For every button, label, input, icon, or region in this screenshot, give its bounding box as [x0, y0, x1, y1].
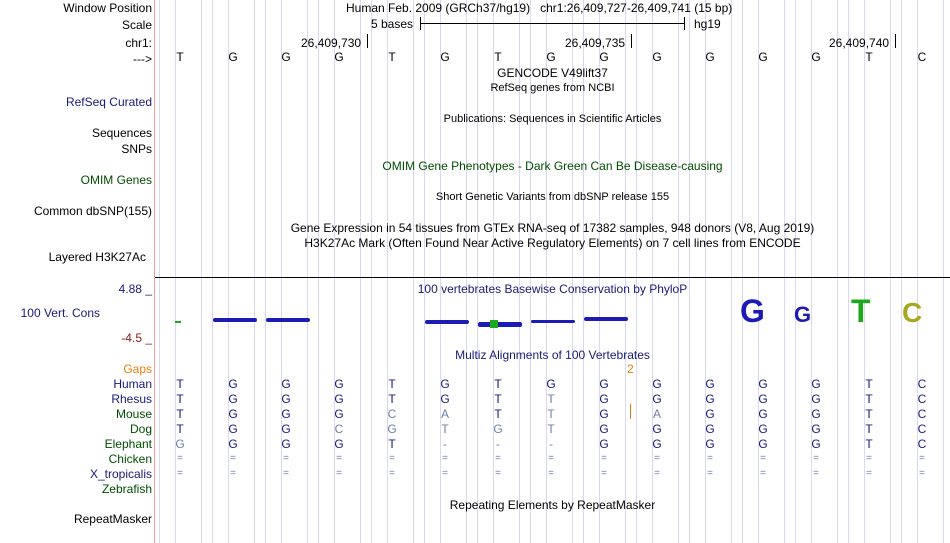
phylop-mark-1 [175, 321, 181, 323]
alignment-base: C [917, 392, 927, 406]
insertion-marker [630, 404, 631, 419]
conservation-track-title: 100 vertebrates Basewise Conservation by PhyloP [417, 282, 688, 296]
alignment-base: T [865, 392, 873, 406]
cons-logo-letter-2: G [794, 302, 812, 327]
reference-base: T [865, 50, 873, 64]
alignment-base: = [177, 468, 183, 479]
alignment-base: G [599, 422, 609, 436]
alignment-base: = [283, 468, 289, 479]
alignment-base: T [176, 392, 184, 406]
common-dbsnp-label[interactable]: Common dbSNP(155) [33, 204, 152, 218]
alignment-base: G [175, 437, 185, 451]
cons-logo-letter-3: T [851, 293, 871, 329]
layered-h3k27ac-label[interactable]: Layered H3K27Ac [48, 250, 146, 264]
alignment-base: = [654, 468, 660, 479]
alignment-base: = [336, 468, 342, 479]
alignment-base: T [494, 377, 502, 391]
species-label[interactable]: Elephant [104, 437, 152, 451]
alignment-base: G [440, 377, 450, 391]
alignment-base: C [917, 407, 927, 421]
reference-base: G [599, 50, 609, 64]
refseq-track-subtitle: RefSeq genes from NCBI [490, 82, 615, 94]
alignment-base: = [230, 468, 236, 479]
alignment-base: T [865, 407, 873, 421]
alignment-base: G [758, 407, 768, 421]
publications-track-title: Publications: Sequences in Scientific Articles [443, 113, 662, 125]
coord-tick-3 [895, 34, 896, 48]
alignment-base: G [334, 377, 344, 391]
reference-base: G [440, 50, 450, 64]
alignment-base: = [707, 468, 713, 479]
alignment-base: G [281, 422, 291, 436]
cons-logo-letter-4: C [902, 297, 923, 328]
reference-base: G [705, 50, 715, 64]
alignment-base: T [494, 407, 502, 421]
track-separator [155, 277, 950, 278]
alignment-base: G [811, 422, 821, 436]
alignment-base: G [652, 437, 662, 451]
alignment-base: = [601, 453, 607, 464]
sequences-label[interactable]: Sequences [91, 126, 152, 140]
alignment-base: G [228, 407, 238, 421]
alignment-base: G [228, 377, 238, 391]
species-label[interactable]: Mouse [115, 407, 152, 421]
phylop-mark-6 [490, 320, 498, 328]
alignment-base: = [760, 468, 766, 479]
alignment-base: C [917, 422, 927, 436]
alignment-base: G [652, 422, 662, 436]
gencode-track-title[interactable]: GENCODE V49lift37 [497, 66, 608, 80]
alignment-base: G [705, 437, 715, 451]
alignment-base: = [283, 453, 289, 464]
scale-bar [420, 23, 684, 24]
alignment-base: = [866, 468, 872, 479]
scale-label: Scale [121, 18, 152, 32]
100-vert-cons-label[interactable]: 100 Vert. Cons [20, 306, 100, 320]
alignment-base: = [654, 453, 660, 464]
reference-base: G [546, 50, 556, 64]
scale-assembly: hg19 [694, 17, 721, 31]
alignment-base: G [811, 392, 821, 406]
phylop-mark-3 [266, 318, 310, 322]
alignment-base: G [758, 377, 768, 391]
alignment-base: T [547, 392, 555, 406]
alignment-base: T [547, 422, 555, 436]
strand-label: ---> [133, 52, 152, 66]
refseq-curated-label[interactable]: RefSeq Curated [65, 95, 152, 109]
alignment-base: G [493, 422, 503, 436]
alignment-base: A [440, 407, 449, 421]
multiz-track-title: Multiz Alignments of 100 Vertebrates [455, 348, 650, 362]
h3k27ac-track-title: H3K27Ac Mark (Often Found Near Active Regulatory Elements) on 7 cell lines from ENCODE [304, 236, 801, 250]
alignment-base: G [281, 437, 291, 451]
alignment-base: - [443, 437, 447, 451]
repeatmasker-track-title: Repeating Elements by RepeatMasker [449, 498, 656, 512]
alignment-base: G [758, 392, 768, 406]
alignment-base: G [440, 392, 450, 406]
reference-base: G [334, 50, 344, 64]
alignment-base: G [652, 377, 662, 391]
alignment-base: G [705, 422, 715, 436]
alignment-base: G [281, 392, 291, 406]
species-label[interactable]: Zebrafish [101, 482, 152, 496]
alignment-base: C [387, 407, 397, 421]
gaps-label: Gaps [123, 362, 152, 376]
window-position-value[interactable]: Human Feb. 2009 (GRCh37/hg19) chr1:26,409,727-26,409,741 (15 bp) [346, 1, 733, 15]
alignment-base: = [760, 453, 766, 464]
gtex-track-title: Gene Expression in 54 tissues from GTEx RNA-seq of 17382 samples, 948 donors (V8, Aug 2019) [290, 221, 815, 235]
alignment-base: T [388, 377, 396, 391]
alignment-base: - [549, 437, 553, 451]
phylop-mark-8 [584, 317, 628, 321]
alignment-base: G [811, 377, 821, 391]
alignment-base: G [387, 422, 397, 436]
reference-base: G [652, 50, 662, 64]
alignment-base: G [705, 377, 715, 391]
coord-tick-2 [631, 34, 632, 48]
phylop-mark-4 [425, 320, 469, 324]
coord-label-2: 26,409,735 [565, 36, 626, 50]
scale-bar-right-tick [684, 17, 685, 30]
cons-max-label: 4.88 _ [118, 282, 152, 296]
reference-base: G [758, 50, 768, 64]
alignment-base: - [496, 437, 500, 451]
alignment-base: = [336, 453, 342, 464]
left-border [154, 0, 155, 543]
alignment-base: = [866, 453, 872, 464]
cons-min-label: -4.5 _ [121, 331, 152, 345]
alignment-base: C [334, 422, 344, 436]
alignment-base: = [813, 468, 819, 479]
alignment-base: G [705, 392, 715, 406]
alignment-base: T [176, 422, 184, 436]
window-position-label: Window Position [63, 1, 152, 15]
alignment-base: = [919, 468, 925, 479]
repeatmasker-label[interactable]: RepeatMasker [73, 512, 152, 526]
reference-base: T [494, 50, 502, 64]
alignment-base: G [334, 437, 344, 451]
alignment-base: G [228, 422, 238, 436]
omim-genes-label[interactable]: OMIM Genes [80, 173, 152, 187]
alignment-base: G [758, 437, 768, 451]
alignment-base: = [495, 453, 501, 464]
coord-label-1: 26,409,730 [301, 36, 362, 50]
alignment-base: G [599, 437, 609, 451]
alignment-base: = [548, 453, 554, 464]
phylop-mark-2 [213, 318, 257, 322]
alignment-base: G [599, 407, 609, 421]
alignment-base: = [495, 468, 501, 479]
reference-base: G [281, 50, 291, 64]
alignment-base: T [176, 377, 184, 391]
alignment-base: G [546, 377, 556, 391]
dbsnp-track-title: Short Genetic Variants from dbSNP release 155 [435, 191, 670, 203]
gap-count: 2 [627, 362, 634, 376]
alignment-base: G [281, 407, 291, 421]
scale-text: 5 bases [371, 17, 414, 31]
alignment-base: G [228, 437, 238, 451]
alignment-base: G [334, 392, 344, 406]
species-label[interactable]: Dog [129, 422, 152, 436]
alignment-base: = [177, 453, 183, 464]
species-label[interactable]: Rhesus [111, 392, 152, 406]
alignment-base: G [281, 377, 291, 391]
alignment-base: C [917, 377, 927, 391]
alignment-base: = [919, 453, 925, 464]
species-label[interactable]: Chicken [108, 452, 152, 466]
chrom-label: chr1: [125, 36, 152, 50]
alignment-base: G [758, 422, 768, 436]
alignment-base: = [707, 453, 713, 464]
alignment-base: G [652, 392, 662, 406]
phylop-mark-5 [478, 322, 522, 327]
alignment-base: G [334, 407, 344, 421]
reference-base: T [176, 50, 184, 64]
reference-base: G [811, 50, 821, 64]
alignment-base: G [811, 407, 821, 421]
alignment-base: T [865, 422, 873, 436]
alignment-base: G [228, 392, 238, 406]
species-label[interactable]: Human [113, 377, 152, 391]
alignment-base: T [388, 437, 396, 451]
phylop-mark-7 [531, 320, 575, 323]
alignment-base: = [601, 468, 607, 479]
reference-base: C [917, 50, 927, 64]
snps-label[interactable]: SNPs [121, 142, 152, 156]
alignment-base: T [388, 392, 396, 406]
alignment-base: T [176, 407, 184, 421]
coord-tick-1 [367, 34, 368, 48]
alignment-base: A [652, 407, 661, 421]
cons-logo-letter-1: G [740, 293, 765, 329]
alignment-base: = [442, 453, 448, 464]
alignment-base: G [705, 407, 715, 421]
alignment-base: T [547, 407, 555, 421]
alignment-base: G [599, 377, 609, 391]
scale-bar-left-tick [420, 17, 421, 30]
alignment-base: = [442, 468, 448, 479]
reference-base: G [228, 50, 238, 64]
coord-label-3: 26,409,740 [829, 36, 890, 50]
alignment-base: = [813, 453, 819, 464]
omim-track-title: OMIM Gene Phenotypes - Dark Green Can Be Disease-causing [382, 159, 723, 173]
alignment-base: G [811, 437, 821, 451]
alignment-base: = [230, 453, 236, 464]
species-label[interactable]: X_tropicalis [89, 467, 152, 481]
alignment-base: T [441, 422, 449, 436]
alignment-base: C [917, 437, 927, 451]
alignment-base: T [865, 377, 873, 391]
alignment-base: = [548, 468, 554, 479]
alignment-base: G [599, 392, 609, 406]
alignment-base: = [389, 468, 395, 479]
reference-base: T [388, 50, 396, 64]
alignment-base: = [389, 453, 395, 464]
alignment-base: T [494, 392, 502, 406]
alignment-base: T [865, 437, 873, 451]
